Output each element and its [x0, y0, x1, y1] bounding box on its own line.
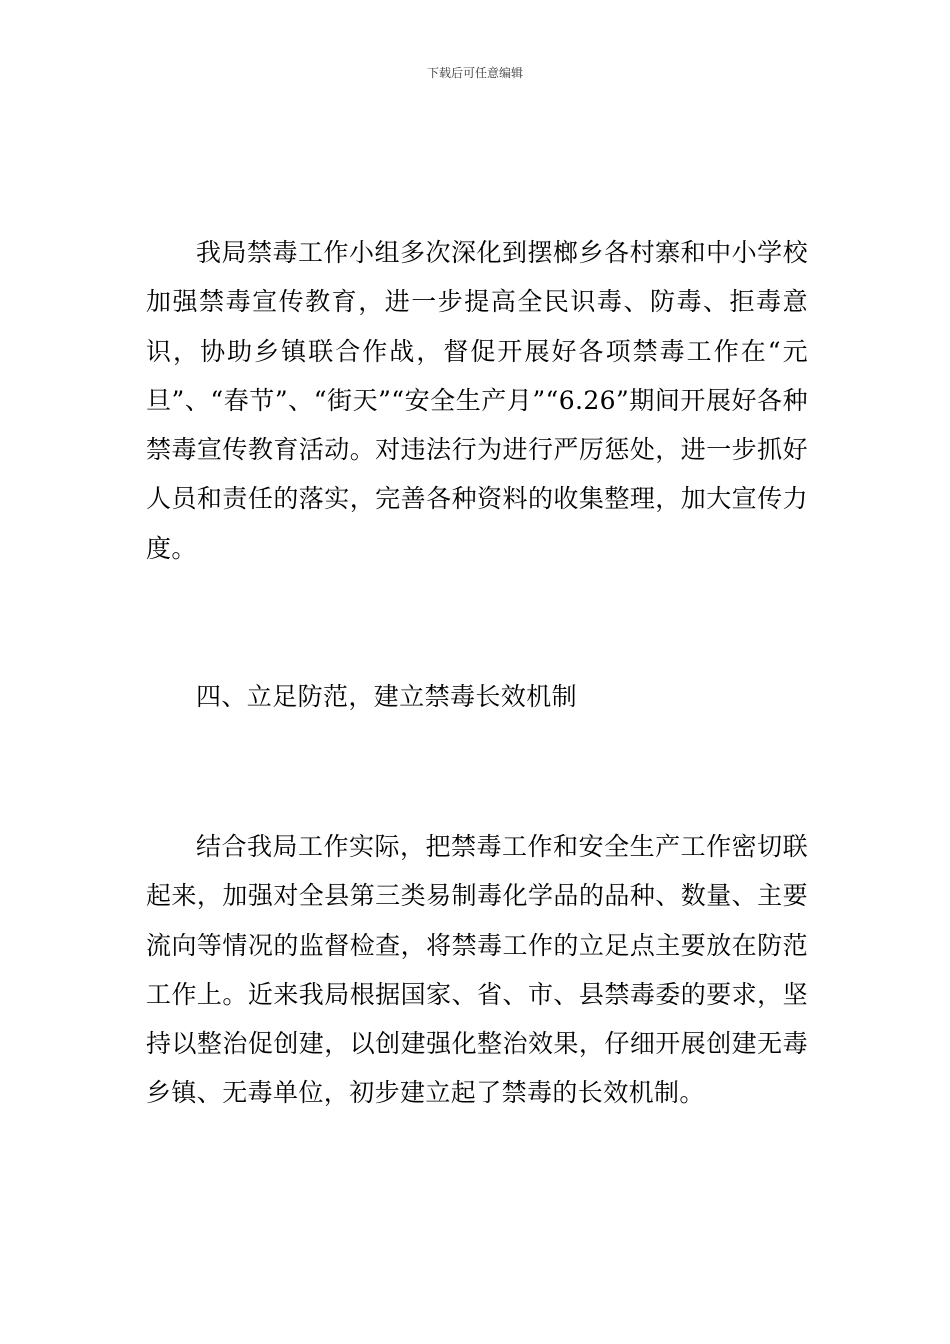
body-paragraph: 结合我局工作实际，把禁毒工作和安全生产工作密切联起来，加强对全县第三类易制毒化学品的品种、数量、主要流向等情况的监督检查，将禁毒工作的立足点主要放在防范工作上。近来我局根据国家、省、市、县禁毒委的要求，坚持以整治促创建，以创建强化整治效果，仔细开展创建无毒乡镇、无毒单位，初步建立起了禁毒的长效机制。: [146, 832, 808, 1108]
body-paragraph: 我局禁毒工作小组多次深化到摆榔乡各村寨和中小学校加强禁毒宣传教育，进一步提高全民识毒、防毒、拒毒意识，协助乡镇联合作战，督促开展好各项禁毒工作在“元旦”、“春节”、“街天”“安全生产月”“6.26”期间开展好各种禁毒宣传教育活动。对违法行为进行严厉惩处，进一步抓好人员和责任的落实，完善各种资料的收集整理，加大宣传力度。: [146, 238, 808, 563]
section-heading: 四、立足防范，建立禁毒长效机制: [196, 682, 578, 711]
header-note: 下载后可任意编辑: [426, 66, 523, 80]
